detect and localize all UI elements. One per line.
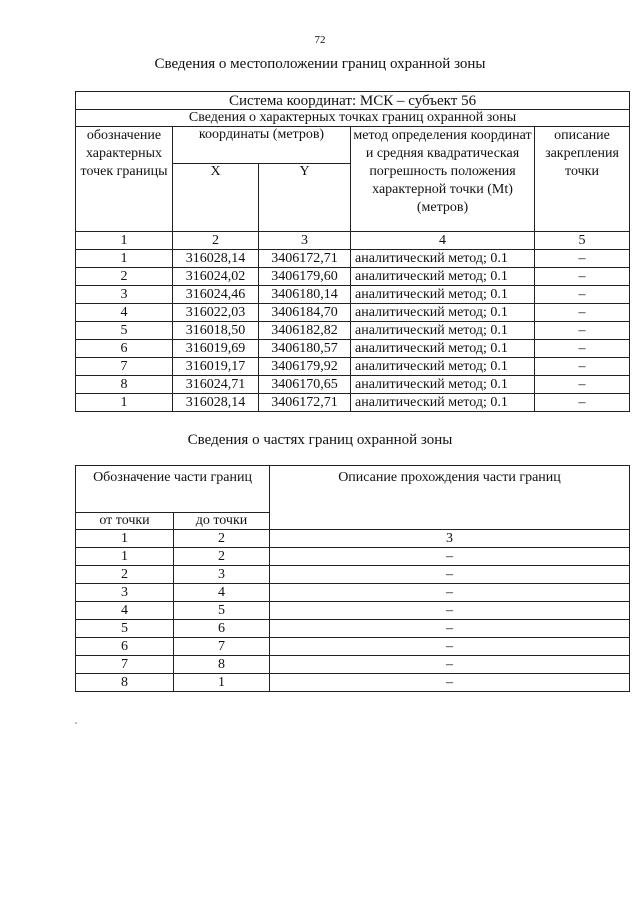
point-description: –	[535, 250, 630, 268]
coord-y: 3406170,65	[259, 376, 351, 394]
coordinate-system-row	[76, 92, 630, 110]
part-description: 3	[270, 530, 630, 548]
method: аналитический метод; 0.1	[351, 376, 535, 394]
point-id: 1	[76, 394, 173, 412]
table-row	[76, 638, 630, 656]
point-description: –	[535, 376, 630, 394]
part-description: –	[270, 602, 630, 620]
table-row	[76, 530, 630, 548]
method: аналитический метод; 0.1	[351, 394, 535, 412]
table-row	[76, 674, 630, 692]
column-number: 4	[351, 232, 535, 250]
table-row	[76, 566, 630, 584]
table-row	[76, 548, 630, 566]
header-row-primary	[76, 466, 630, 513]
point-id: 6	[76, 340, 173, 358]
header-from: от точки	[76, 513, 174, 530]
part-description: –	[270, 584, 630, 602]
column-number: 3	[259, 232, 351, 250]
method: аналитический метод; 0.1	[351, 304, 535, 322]
from-point: 8	[76, 674, 174, 692]
header-to: до точки	[174, 513, 270, 530]
point-description: –	[535, 394, 630, 412]
coord-y: 3406179,60	[259, 268, 351, 286]
table-row	[76, 394, 630, 412]
table-row	[76, 656, 630, 674]
method: аналитический метод; 0.1	[351, 340, 535, 358]
boundary-parts-table-body	[76, 466, 630, 692]
table-row	[76, 268, 630, 286]
table-row	[76, 584, 630, 602]
point-id: 3	[76, 286, 173, 304]
point-id: 1	[76, 250, 173, 268]
table-row	[76, 620, 630, 638]
coord-y: 3406172,71	[259, 394, 351, 412]
section-heading-parts: Сведения о частях границ охранной зоны	[187, 432, 453, 448]
boundary-points-table	[75, 91, 630, 412]
part-description: –	[270, 566, 630, 584]
from-point: 1	[76, 530, 174, 548]
from-point: 3	[76, 584, 174, 602]
point-description: –	[535, 268, 630, 286]
to-point: 5	[174, 602, 270, 620]
coord-x: 316028,14	[173, 250, 259, 268]
to-point: 4	[174, 584, 270, 602]
coord-x: 316028,14	[173, 394, 259, 412]
table-row	[76, 376, 630, 394]
point-id: 4	[76, 304, 173, 322]
coord-y: 3406180,14	[259, 286, 351, 304]
column-number: 2	[173, 232, 259, 250]
point-description: –	[535, 286, 630, 304]
point-id: 7	[76, 358, 173, 376]
coord-x: 316024,71	[173, 376, 259, 394]
scan-speck	[75, 722, 77, 724]
from-point: 1	[76, 548, 174, 566]
to-point: 7	[174, 638, 270, 656]
table-row	[76, 358, 630, 376]
method: аналитический метод; 0.1	[351, 358, 535, 376]
section-heading-location: Сведения о местоположении границ охранной зоны	[154, 56, 486, 72]
table-row	[76, 304, 630, 322]
coord-y: 3406184,70	[259, 304, 351, 322]
coord-x: 316024,02	[173, 268, 259, 286]
header-row-primary	[76, 127, 630, 164]
from-point: 5	[76, 620, 174, 638]
to-point: 8	[174, 656, 270, 674]
coord-x: 316024,46	[173, 286, 259, 304]
part-description: –	[270, 674, 630, 692]
header-description: Описание прохождения части границ	[270, 466, 630, 530]
from-point: 7	[76, 656, 174, 674]
from-point: 6	[76, 638, 174, 656]
to-point: 2	[174, 530, 270, 548]
to-point: 1	[174, 674, 270, 692]
point-id: 5	[76, 322, 173, 340]
method: аналитический метод; 0.1	[351, 322, 535, 340]
point-id: 2	[76, 268, 173, 286]
part-description: –	[270, 548, 630, 566]
point-description: –	[535, 340, 630, 358]
method: аналитический метод; 0.1	[351, 250, 535, 268]
column-number-row	[76, 232, 630, 250]
from-point: 2	[76, 566, 174, 584]
header-designation: обозначение характерных точек границы	[76, 127, 173, 232]
to-point: 6	[174, 620, 270, 638]
points-label: Сведения о характерных точках границ охранной зоны	[76, 110, 630, 127]
column-number: 1	[76, 232, 173, 250]
point-description: –	[535, 358, 630, 376]
header-description: описание закрепления точки	[535, 127, 630, 232]
part-description: –	[270, 656, 630, 674]
part-description: –	[270, 638, 630, 656]
coord-x: 316018,50	[173, 322, 259, 340]
boundary-points-table-body	[76, 92, 630, 412]
method: аналитический метод; 0.1	[351, 268, 535, 286]
column-number: 5	[535, 232, 630, 250]
header-x: X	[173, 164, 259, 232]
table-row	[76, 340, 630, 358]
header-y: Y	[259, 164, 351, 232]
boundary-parts-table	[75, 465, 630, 692]
coord-y: 3406182,82	[259, 322, 351, 340]
header-method: метод определения координат и средняя квадратическая погрешность положения характерной точки (Mt) (метров)	[351, 127, 535, 232]
coord-x: 316022,03	[173, 304, 259, 322]
coord-y: 3406179,92	[259, 358, 351, 376]
coord-y: 3406180,57	[259, 340, 351, 358]
header-designation: Обозначение части границ	[76, 466, 270, 513]
coord-x: 316019,69	[173, 340, 259, 358]
point-description: –	[535, 304, 630, 322]
table-row	[76, 250, 630, 268]
point-id: 8	[76, 376, 173, 394]
table-row	[76, 322, 630, 340]
to-point: 2	[174, 548, 270, 566]
table-row	[76, 286, 630, 304]
point-description: –	[535, 322, 630, 340]
to-point: 3	[174, 566, 270, 584]
from-point: 4	[76, 602, 174, 620]
method: аналитический метод; 0.1	[351, 286, 535, 304]
table-row	[76, 602, 630, 620]
part-description: –	[270, 620, 630, 638]
page-number: 72	[314, 34, 326, 46]
points-label-row	[76, 110, 630, 127]
coordinate-system-label: Система координат: МСК – субъект 56	[76, 92, 630, 110]
coord-x: 316019,17	[173, 358, 259, 376]
header-coordinates: координаты (метров)	[173, 127, 351, 164]
coord-y: 3406172,71	[259, 250, 351, 268]
